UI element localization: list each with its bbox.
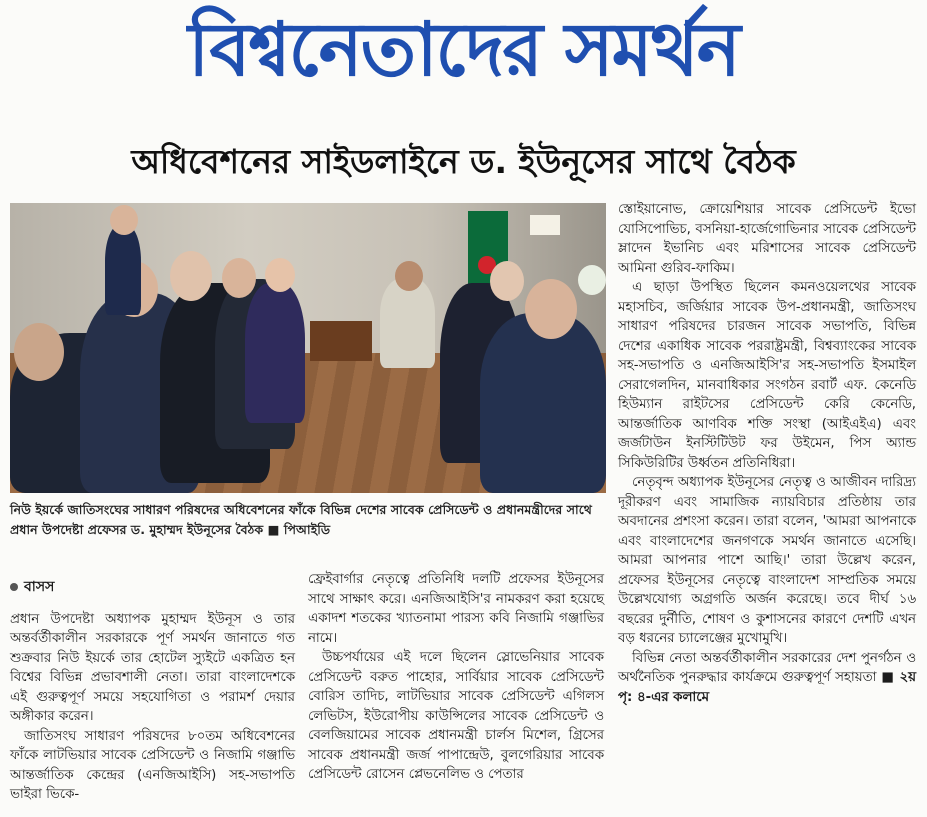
article-column-3 bbox=[618, 200, 916, 707]
paragraph-text: বিভিন্ন নেতা অন্তর্বর্তীকালীন সরকারের দেশ পুনর্গঠন ও অর্থনৈতিক পুনরুদ্ধার কার্যক্রমে গুরুত্বপূর্ণ সহায়তা bbox=[618, 650, 916, 685]
byline-text: বাসস bbox=[24, 579, 55, 595]
paragraph: নেতৃবৃন্দ অধ্যাপক ইউনূসের নেতৃত্ব ও আজীবন দারিদ্র্য দূরীকরণ এবং সামাজিক ন্যায়বিচার প্রতিষ্ঠায় তার অবদানের প্রশংসা করেন। তারা বলেন, 'আমরা আপনাকে এবং বাংলাদেশের জনগণকে সমর্থন জানাতে এসেছি। আমরা আপনার পাশে আছি।' তারা উল্লেখ করেন, প্রফেসর ইউনূসের নেতৃত্বে বাংলাদেশ সাম্প্রতিক সময়ে উল্লেখযোগ্য অগ্রগতি অর্জন করেছে। তবে দীর্ঘ ১৬ বছরের দুর্নীতি, শোষণ ও কুশাসনের কারণে দেশটি এখন বড় ধরনের চ্যালেঞ্জের মুখোমুখি। bbox=[618, 475, 916, 646]
caption-text: নিউ ইয়র্কে জাতিসংঘের সাধারণ পরিষদের অধিবেশনের ফাঁকে বিভিন্ন দেশের সাবেক প্রেসিডেন্ট ও প্রধানমন্ত্রীদের সাথে প্রধান উপদেষ্টা প্রফেসর ড. মুহাম্মদ ইউনূসের বৈঠক bbox=[10, 502, 592, 537]
headline: বিশ্বনেতাদের সমর্থন bbox=[188, 7, 739, 93]
article-column-2 bbox=[308, 570, 604, 785]
paragraph: প্রধান উপদেষ্টা অধ্যাপক মুহাম্মদ ইউনূস ও তার অন্তর্বর্তীকালীন সরকারকে পূর্ণ সমর্থন জানাতে গত শুক্রবার নিউ ইয়র্কে তার হোটেল স্যুইটে একত্রিত হন বিশ্বের বিভিন্ন প্রভাবশালী নেতা। তারা বাংলাদেশকে এই গুরুত্বপূর্ণ সময়ে সহযোগিতা ও পরামর্শ দেয়ার অঙ্গীকার করেন। bbox=[10, 611, 295, 724]
photo-caption bbox=[10, 500, 610, 540]
photo-credit: ■ পিআইডি bbox=[267, 522, 331, 537]
byline bbox=[10, 578, 295, 598]
continuation-link[interactable]: ■ ২য় পৃ: ৪-এর কলামে bbox=[618, 670, 917, 705]
paragraph: স্তোইয়ানোভ, ক্রোয়েশিয়ার সাবেক প্রেসিডেন্ট ইভো যোসিপোভিচ, বসনিয়া-হার্জেগোভিনার সাবেক প্রেসিডেন্ট ম্লাদেন ইভানিচ এবং মরিশাসের সাবেক প্রেসিডেন্ট আমিনা গুরিব-ফাকিম। bbox=[618, 202, 916, 276]
news-photo bbox=[10, 203, 606, 493]
paragraph: এ ছাড়া উপস্থিত ছিলেন কমনওয়েলথের সাবেক মহাসচিব, জর্জিয়ার সাবেক উপ-প্রধানমন্ত্রী, জাতিসংঘ সাধারণ পরিষদের চারজন সাবেক সভাপতি, বিভিন্ন দেশের একাধিক সাবেক পররাষ্ট্রমন্ত্রী, বিশ্বব্যাংকের সাবেক সহ-সভাপতি ও এনজিআইসি'র সহ-সভাপতি ইসমাইল সেরাগেলদিন, মানবাধিকার সংগঠন রবার্ট এফ. কেনেডি হিউম্যান রাইটসের প্রেসিডেন্ট কেরি কেনেডি, আন্তর্জাতিক আণবিক শক্তি সংস্থা (আইএইএ) এবং জর্জটাউন ইনস্টিটিউট ফর উইমেন, পিস অ্যান্ড সিকিউরিটির উর্ধ্বতন প্রতিনিধিরা। bbox=[618, 280, 916, 471]
paragraph: ফ্রেইবার্গার নেতৃত্বে প্রতিনিধি দলটি প্রফেসর ইউনূসের সাথে সাক্ষাৎ করে। এনজিআইসি'র নামকরণ করা হয়েছে একাদশ শতকের খ্যাতনামা পারস্য কবি নিজামি গঞ্জাভির নামে। bbox=[308, 572, 604, 646]
paragraph: জাতিসংঘ সাধারণ পরিষদের ৮০তম অধিবেশনের ফাঁকে লাটভিয়ার সাবেক প্রেসিডেন্ট ও নিজামি গঞ্জাভি আন্তর্জাতিক কেন্দ্রের (এনজিআইসি) সহ-সভাপতি ভাইরা ভিকে- bbox=[10, 728, 295, 802]
bullet-icon bbox=[10, 583, 18, 591]
article-column-1 bbox=[10, 578, 295, 805]
subheadline: অধিবেশনের সাইডলাইনে ড. ইউনূসের সাথে বৈঠক bbox=[131, 142, 796, 181]
paragraph: উচ্চপর্যায়ের এই দলে ছিলেন স্লোভেনিয়ার সাবেক প্রেসিডেন্ট বরুত পাহোর, সার্বিয়ার সাবেক প্রেসিডেন্ট বোরিস তাদিচ, লাটভিয়ার সাবেক প্রেসিডেন্ট এগিলস লেভিটস, ইউরোপীয় কাউন্সিলের সাবেক প্রেসিডেন্ট ও বেলজিয়ামের সাবেক প্রধানমন্ত্রী চার্লস মিশেল, গ্রিসের সাবেক প্রধানমন্ত্রী জর্জ পাপান্দ্রেউ, বুলগেরিয়ার সাবেক প্রেসিডেন্ট রোসেন প্লেভনেলিভ ও পেতার bbox=[308, 650, 604, 782]
paragraph bbox=[618, 649, 916, 708]
